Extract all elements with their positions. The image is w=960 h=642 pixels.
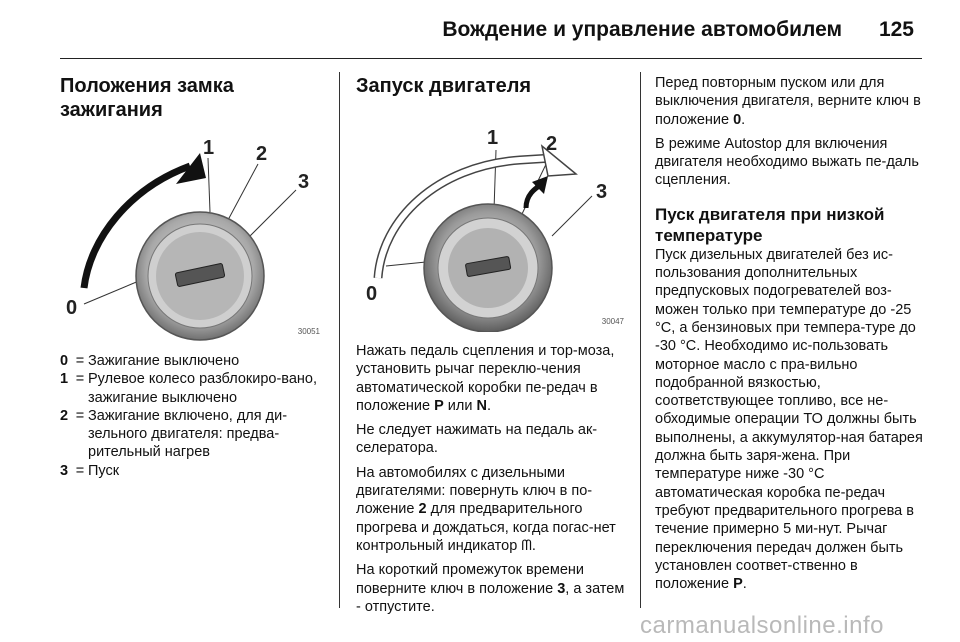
- position-label-0: 0: [366, 283, 378, 305]
- position-label-1: 1: [203, 137, 215, 159]
- figure-code: 30051: [297, 327, 320, 336]
- ignition-lock-illustration: [60, 128, 326, 342]
- ignition-start-illustration: [356, 110, 630, 332]
- legend-row: 2 = Зажигание включено, для ди-зельного двигателя: предва-рительный нагрев: [60, 407, 288, 461]
- figure-code: 30047: [601, 317, 624, 326]
- legend-row: 1 = Рулевое колесо разблокиро-вано, зажигание выключено: [60, 371, 318, 406]
- paragraph-restart: Перед повторным пуском или для выключения двигателя, верните ключ в положение 0.: [655, 75, 921, 128]
- column-divider-right: [640, 72, 641, 608]
- engine-start-figure: [356, 110, 630, 332]
- legend-row: 3 = Пуск: [60, 462, 120, 479]
- paragraph-clutch: Нажать педаль сцепления и тор-моза, установить рычаг переклю-чения автоматической коробки пе-редач в положение P или N.: [356, 343, 615, 414]
- position-label-2: 2: [256, 143, 268, 165]
- section-heading-engine-start: Запуск двигателя: [356, 75, 532, 97]
- column-left: [60, 74, 328, 480]
- section-heading-ignition-positions: Положения замка зажигания: [60, 75, 234, 121]
- preheat-indicator-icon: ᗰ: [521, 537, 532, 554]
- paragraph-turn-key: На короткий промежуток времени поверните ключ в положение 3, а затем - отпустите.: [356, 562, 625, 615]
- legend-row: 0 = Зажигание выключено: [60, 353, 240, 369]
- column-right: [655, 74, 923, 599]
- position-label-3: 3: [298, 171, 310, 193]
- position-legend: [60, 352, 328, 480]
- column-middle: [356, 74, 630, 622]
- page-header: [0, 0, 960, 64]
- paragraph-accelerator: Не следует нажимать на педаль ак-селератора.: [356, 422, 598, 457]
- position-label-1: 1: [487, 127, 499, 149]
- paragraph-diesel: На автомобилях с дизельными двигателями: повернуть ключ в по-ложение 2 для предварительного прогрева и дождаться, когда погас-нет контрольный индикатор ᗰ.: [356, 464, 616, 554]
- position-label-2: 2: [546, 133, 558, 155]
- paragraph-autostop: В режиме Autostop для включения двигателя необходимо выжать пе-даль сцепления.: [655, 135, 919, 189]
- section-heading-cold-start: Пуск двигателя при низкой температуре: [655, 204, 885, 245]
- header-rule: [60, 58, 922, 59]
- paragraph-cold-start: Пуск дизельных двигателей без ис-пользования дополнительных предпусковых подогревателей воз-можен только при температуре до -25 °C, а бензиновых при темпера-туре до -30 °C. Необходимо ис-пользовать моторное масло с пра-вильно подобранной вязкостью, соответствующее топливо, все не-обходимые операции ТО должны быть выполнены, а аккумулятор-ная батарея должна быть заря-жена. При температуре ниже -30 °C автоматическая коробка пе-редач требуют предварительного прогрева в течение примерно 5 ми-нут. Рычаг переключения передач должен быть установлен соответ-ственно в положение P.: [655, 246, 923, 593]
- position-label-3: 3: [596, 181, 608, 203]
- watermark: carmanualsonline.info: [640, 612, 884, 639]
- column-divider-left: [339, 72, 340, 608]
- position-label-0: 0: [66, 297, 78, 319]
- page-number: 125: [878, 18, 914, 41]
- ignition-positions-figure: [60, 128, 326, 342]
- header-title: Вождение и управление автомобилем: [442, 18, 842, 41]
